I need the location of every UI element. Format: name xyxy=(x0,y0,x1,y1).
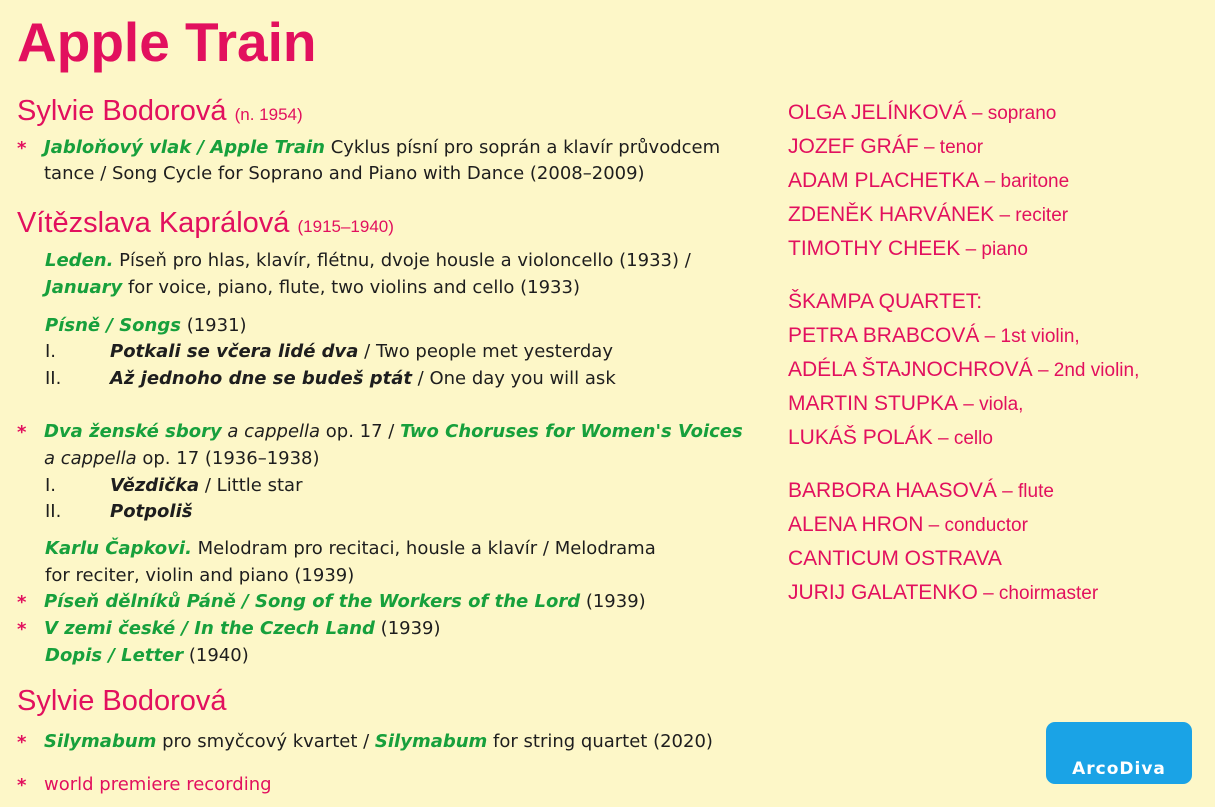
work-line: Písně / Songs (1931) xyxy=(45,315,247,336)
movement-line: Potkali se včera lidé dva / Two people met yesterday xyxy=(110,341,613,362)
page-title: Apple Train xyxy=(17,11,317,73)
movement-number: II. xyxy=(45,368,62,389)
movement-number: I. xyxy=(45,341,57,362)
movement-number: II. xyxy=(45,501,62,522)
performer: BARBORA HAASOVÁ – flute xyxy=(788,479,1054,502)
movement-line: Vězdička / Little star xyxy=(110,475,303,496)
performer: OLGA JELÍNKOVÁ – soprano xyxy=(788,101,1057,124)
performer: MARTIN STUPKA – viola, xyxy=(788,392,1024,415)
composer-heading xyxy=(17,96,303,128)
composer-years: (1915–1940) xyxy=(297,217,394,236)
work-line: Leden. Píseň pro hlas, klavír, flétnu, dvoje housle a violoncello (1933) / xyxy=(45,250,691,271)
work-line: Dva ženské sbory a cappella op. 17 / Two Choruses for Women's Voices xyxy=(44,421,743,442)
footnote: world premiere recording xyxy=(44,774,272,795)
performer: ALENA HRON – conductor xyxy=(788,513,1028,536)
ensemble-heading: ŠKAMPA QUARTET: xyxy=(788,290,983,313)
work-line: January for voice, piano, flute, two violins and cello (1933) xyxy=(45,277,580,298)
performer: ADÉLA ŠTAJNOCHROVÁ – 2nd violin, xyxy=(788,358,1140,381)
premiere-marker: * xyxy=(17,422,27,443)
logo-text: ArcoDiva xyxy=(1072,759,1166,779)
work-line: Jabloňový vlak / Apple Train Cyklus písní pro soprán a klavír průvodcem xyxy=(44,137,721,158)
performer: PETRA BRABCOVÁ – 1st violin, xyxy=(788,324,1080,347)
performer: JURIJ GALATENKO – choirmaster xyxy=(788,581,1099,604)
composer-name: Sylvie Bodorová xyxy=(17,685,227,717)
movement-line: Potpoliš xyxy=(110,501,193,522)
footnote-marker: * xyxy=(17,775,27,796)
work-line: V zemi české / In the Czech Land (1939) xyxy=(44,618,441,639)
composer-name: Sylvie Bodorová xyxy=(17,95,227,127)
work-line: Silymabum pro smyčcový kvartet / Silymabum for string quartet (2020) xyxy=(44,731,713,752)
performer: ADAM PLACHETKA – baritone xyxy=(788,169,1070,192)
performer: ZDENĚK HARVÁNEK – reciter xyxy=(788,203,1069,226)
work-line: a cappella op. 17 (1936–1938) xyxy=(44,448,320,469)
composer-years: (n. 1954) xyxy=(234,105,303,124)
arcodiva-logo xyxy=(1046,722,1192,784)
work-line: Dopis / Letter (1940) xyxy=(45,645,249,666)
premiere-marker: * xyxy=(17,138,27,159)
work-line: Píseň dělníků Páně / Song of the Workers of the Lord (1939) xyxy=(44,591,646,612)
premiere-marker: * xyxy=(17,619,27,640)
composer-heading xyxy=(17,208,394,240)
premiere-marker: * xyxy=(17,732,27,753)
movement-line: Až jednoho dne se budeš ptát / One day you will ask xyxy=(110,368,616,389)
performer: TIMOTHY CHEEK – piano xyxy=(788,237,1028,260)
work-line: tance / Song Cycle for Soprano and Piano with Dance (2008–2009) xyxy=(44,163,645,184)
premiere-marker: * xyxy=(17,592,27,613)
work-line: for reciter, violin and piano (1939) xyxy=(45,565,355,586)
performer: LUKÁŠ POLÁK – cello xyxy=(788,426,993,449)
movement-number: I. xyxy=(45,475,57,496)
performer: CANTICUM OSTRAVA xyxy=(788,547,1002,570)
performer: JOZEF GRÁF – tenor xyxy=(788,135,984,158)
composer-heading xyxy=(17,686,227,718)
composer-name: Vítězslava Kaprálová xyxy=(17,207,290,239)
work-line: Karlu Čapkovi. Melodram pro recitaci, housle a klavír / Melodrama xyxy=(45,538,656,559)
